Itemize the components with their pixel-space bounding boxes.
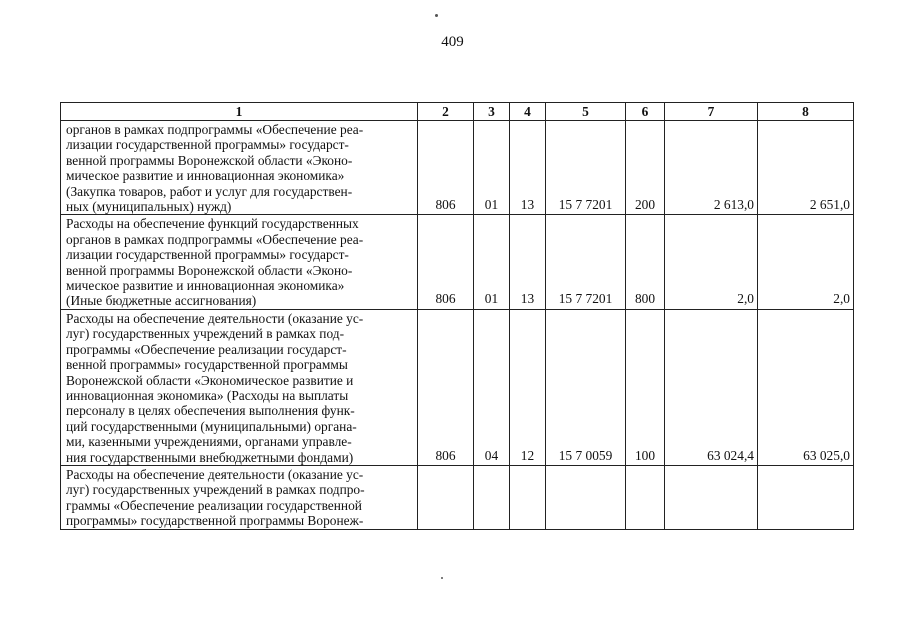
description-line: венной программы Воронежской области «Эконо- (66, 262, 353, 278)
description-line: органов в рамках подпрограммы «Обеспечение реа- (66, 231, 364, 247)
amount-col8 (758, 465, 854, 529)
description-line: Расходы на обеспечение функций государственных (66, 216, 359, 232)
row-description (61, 465, 418, 529)
description-line: лизации государственной программы» государст- (66, 247, 349, 263)
description-line: программы» государственной программы Воронеж- (66, 513, 364, 529)
column-header-7: 7 (665, 103, 758, 121)
column-header-4: 4 (510, 103, 546, 121)
table-row (61, 309, 854, 465)
target-article-code (546, 465, 626, 529)
amount-col8: 2 651,0 (758, 121, 854, 215)
section-code: 04 (474, 309, 510, 465)
amount-col7: 2,0 (665, 215, 758, 309)
description-line: ных (муниципальных) нужд) (66, 199, 232, 215)
row-description (61, 121, 418, 215)
description-line: (Иные бюджетные ассигнования) (66, 293, 257, 309)
column-header-5: 5 (546, 103, 626, 121)
target-article-code: 15 7 7201 (546, 215, 626, 309)
description-line: лизации государственной программы» государст- (66, 137, 349, 153)
expense-type-code: 800 (626, 215, 665, 309)
description-line: венной программы» государственной программы (66, 357, 348, 373)
table-row (61, 465, 854, 529)
scan-speck (435, 14, 438, 17)
description-line: ния государственными внебюджетными фондами) (66, 449, 354, 465)
description-line: персоналу в целях обеспечения выполнения функ- (66, 403, 355, 419)
description-line: мическое развитие и инновационная экономика» (66, 278, 345, 294)
amount-col7: 63 024,4 (665, 309, 758, 465)
row-description (61, 215, 418, 309)
description-line: мическое развитие и инновационная экономика» (66, 168, 345, 184)
description-line: ций государственными (муниципальными) органа- (66, 418, 357, 434)
expense-type-code: 200 (626, 121, 665, 215)
column-header-2: 2 (418, 103, 474, 121)
table-row (61, 215, 854, 309)
description-line: Воронежской области «Экономическое развитие и (66, 372, 354, 388)
amount-col7: 2 613,0 (665, 121, 758, 215)
row-description (61, 309, 418, 465)
description-line: граммы «Обеспечение реализации государственной (66, 497, 362, 513)
ministry-code: 806 (418, 309, 474, 465)
column-header-6: 6 (626, 103, 665, 121)
description-line: инновационная экономика» (Расходы на выплаты (66, 387, 349, 403)
description-line: органов в рамках подпрограммы «Обеспечение реа- (66, 122, 364, 137)
table-row (61, 121, 854, 215)
target-article-code: 15 7 0059 (546, 309, 626, 465)
subsection-code (510, 465, 546, 529)
target-article-code: 15 7 7201 (546, 121, 626, 215)
ministry-code: 806 (418, 215, 474, 309)
scan-speck (441, 577, 443, 579)
description-line: (Закупка товаров, работ и услуг для государствен- (66, 183, 353, 199)
budget-table (60, 102, 854, 530)
column-header-3: 3 (474, 103, 510, 121)
subsection-code: 13 (510, 121, 546, 215)
column-header-1: 1 (61, 103, 418, 121)
description-line: венной программы Воронежской области «Эконо- (66, 152, 353, 168)
expense-type-code: 100 (626, 309, 665, 465)
expense-type-code (626, 465, 665, 529)
amount-col8: 63 025,0 (758, 309, 854, 465)
description-line: луг) государственных учреждений в рамках под- (66, 326, 345, 342)
table-header-row (61, 103, 854, 121)
description-line: программы «Обеспечение реализации государст- (66, 341, 347, 357)
description-line: ми, казенными учреждениями, органами управле- (66, 434, 352, 450)
amount-col8: 2,0 (758, 215, 854, 309)
page-number: 409 (441, 34, 464, 50)
description-line: луг) государственных учреждений в рамках подпро- (66, 482, 365, 498)
description-line: Расходы на обеспечение деятельности (оказание ус- (66, 466, 364, 482)
ministry-code: 806 (418, 121, 474, 215)
section-code: 01 (474, 215, 510, 309)
description-line: Расходы на обеспечение деятельности (оказание ус- (66, 310, 364, 326)
amount-col7 (665, 465, 758, 529)
subsection-code: 13 (510, 215, 546, 309)
ministry-code (418, 465, 474, 529)
column-header-8: 8 (758, 103, 854, 121)
section-code: 01 (474, 121, 510, 215)
subsection-code: 12 (510, 309, 546, 465)
section-code (474, 465, 510, 529)
